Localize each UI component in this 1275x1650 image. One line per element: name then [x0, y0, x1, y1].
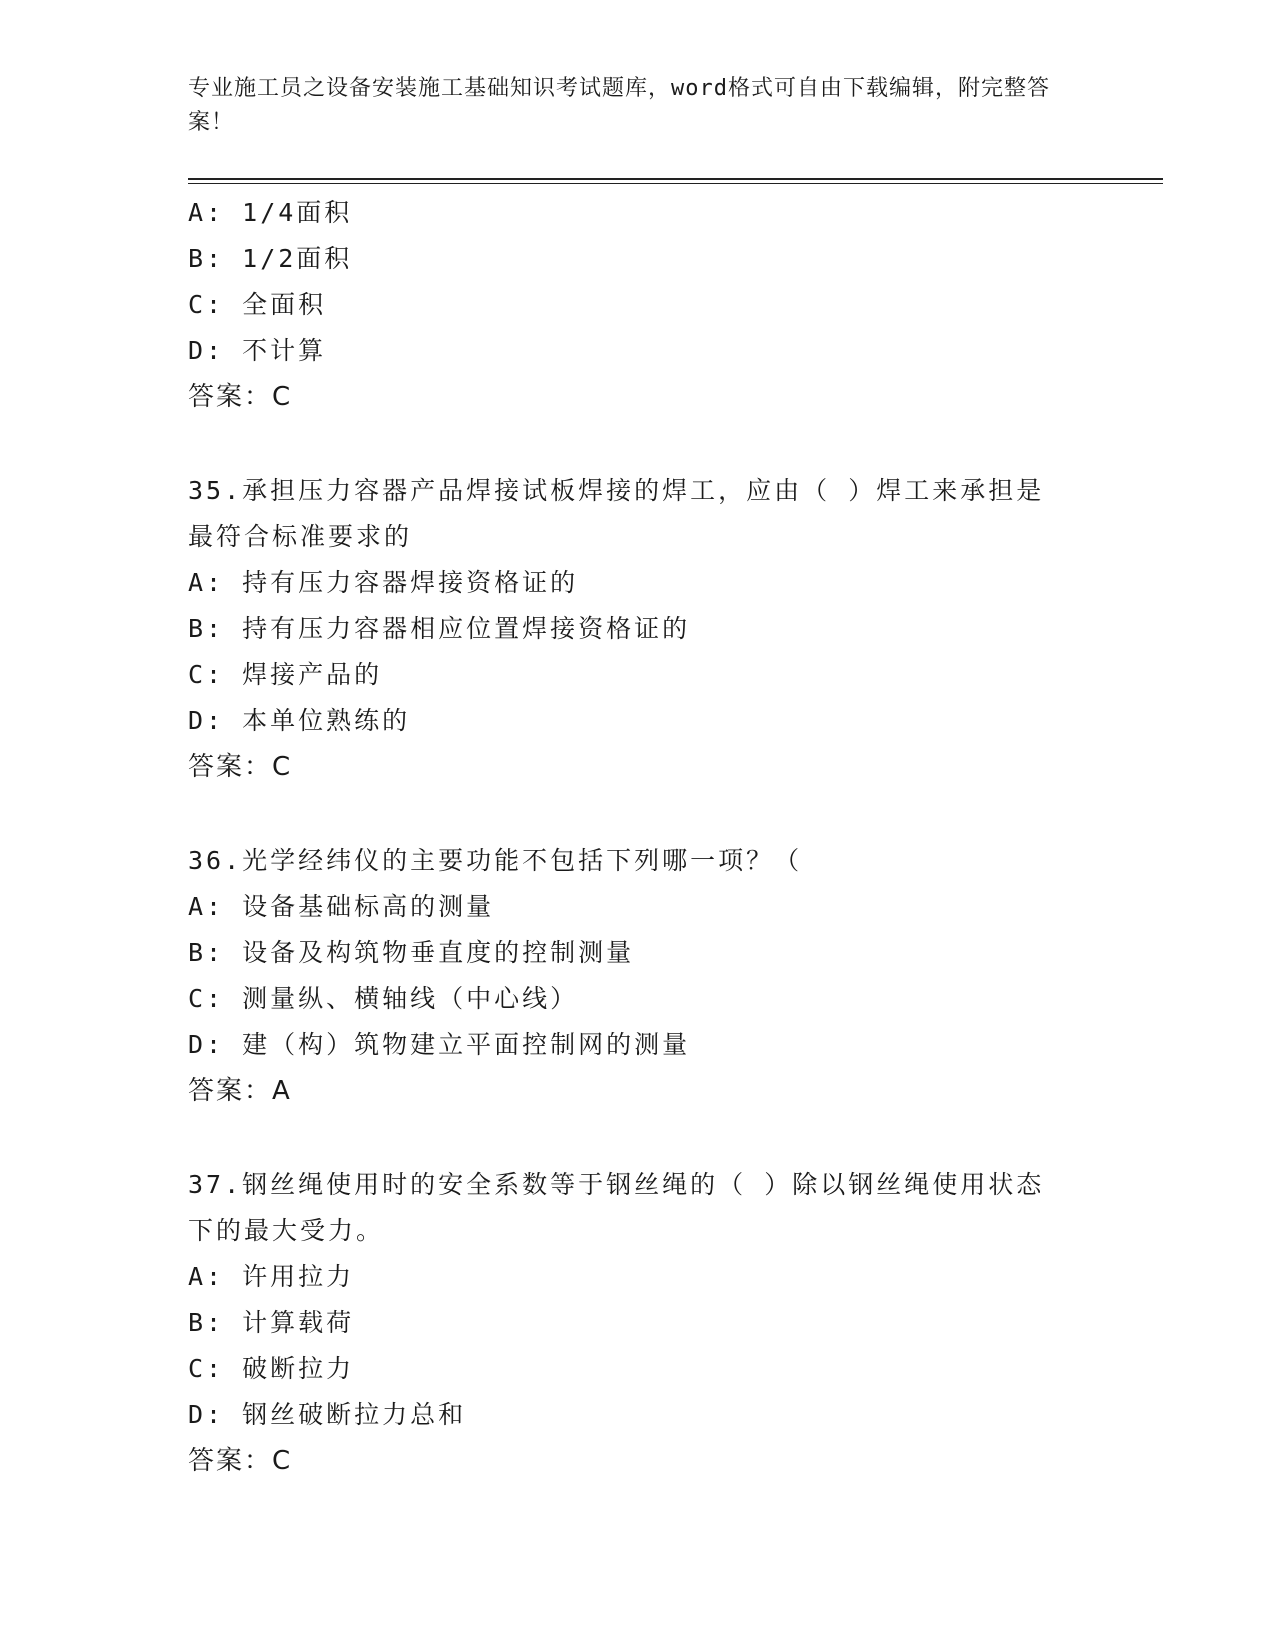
- option-d: D: 本单位熟练的: [188, 706, 411, 735]
- option-a: A: 设备基础标高的测量: [188, 892, 495, 921]
- answer: 答案：A: [188, 1076, 292, 1106]
- document-body: [188, 190, 1088, 1484]
- option-a: A: 1/4面积: [188, 198, 353, 227]
- option-b: B: 设备及构筑物垂直度的控制测量: [188, 938, 635, 967]
- option-c: C: 测量纵、横轴线（中心线）: [188, 984, 579, 1013]
- question-stem: 35.承担压力容器产品焊接试板焊接的焊工，应由（ ）焊工来承担是: [188, 476, 1045, 505]
- page-header: 专业施工员之设备安装施工基础知识考试题库，word格式可自由下载编辑，附完整答案！: [188, 76, 1050, 135]
- option-b: B: 计算载荷: [188, 1308, 355, 1337]
- option-c: C: 破断拉力: [188, 1354, 355, 1383]
- option-c: C: 全面积: [188, 290, 327, 319]
- question-36: [188, 838, 1088, 1114]
- question-stem-continued: 下的最大受力。: [188, 1216, 385, 1245]
- answer: 答案：C: [188, 752, 293, 782]
- option-b: B: 持有压力容器相应位置焊接资格证的: [188, 614, 691, 643]
- option-a: A: 许用拉力: [188, 1262, 355, 1291]
- answer: 答案：C: [188, 1446, 293, 1476]
- question-stem: 37.钢丝绳使用时的安全系数等于钢丝绳的（ ）除以钢丝绳使用状态: [188, 1170, 1045, 1199]
- option-c: C: 焊接产品的: [188, 660, 383, 689]
- question-34-continued: [188, 190, 1088, 420]
- header-divider: [188, 178, 1163, 184]
- option-b: B: 1/2面积: [188, 244, 353, 273]
- option-d: D: 不计算: [188, 336, 327, 365]
- question-stem: 36.光学经纬仪的主要功能不包括下列哪一项？（: [188, 846, 803, 875]
- question-35: [188, 468, 1088, 790]
- question-37: [188, 1162, 1088, 1484]
- answer: 答案：C: [188, 382, 293, 412]
- option-d: D: 钢丝破断拉力总和: [188, 1400, 467, 1429]
- option-d: D: 建（构）筑物建立平面控制网的测量: [188, 1030, 691, 1059]
- question-stem-continued: 最符合标准要求的: [188, 522, 413, 551]
- option-a: A: 持有压力容器焊接资格证的: [188, 568, 579, 597]
